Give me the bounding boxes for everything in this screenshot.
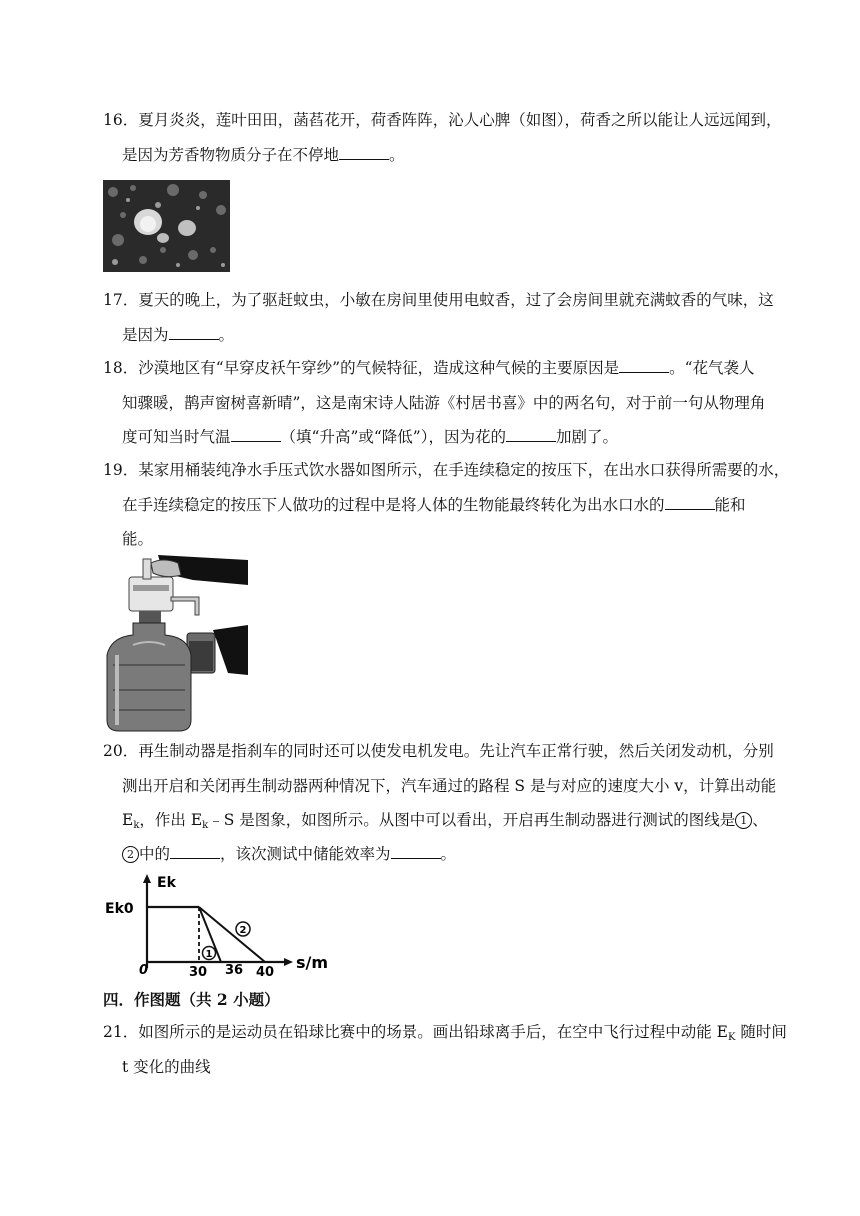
section-4-title: 四．作图题（共 2 小题） [103,990,280,1009]
y-axis-label: Ek [157,875,176,891]
q21-number: 21． [103,1023,139,1041]
q20-line1: 20．再生制动器是指刹车的同时还可以使发电机发电。先让汽车正常行驶，然后关闭发动机，分别 [103,742,774,760]
lotus-photo [103,180,230,272]
answer-blank[interactable] [169,325,219,340]
q20-number: 20． [103,742,139,760]
x-axis-label: s/m [296,953,329,972]
origin-label: 0 [139,963,149,978]
y-tick-ek0: Ek0 [105,901,134,917]
q19-line3: 能。 [122,530,154,548]
q17-line2: 是因为 。 [122,326,235,344]
answer-blank[interactable] [391,844,441,859]
answer-blank[interactable] [665,495,715,510]
answer-blank[interactable] [339,145,389,160]
q19-line2: 在手连续稳定的按压下人做功的过程中是将人体的生物能最终转化为出水口水的 能和 [122,496,746,514]
ek-s-graph [103,870,343,980]
q19-number: 19． [103,461,139,479]
answer-blank[interactable] [619,358,669,373]
answer-blank[interactable] [231,427,281,442]
q20-line3: $E_k$，作出 $E_k﹣S$ 是图象，如图所示。从图中可以看出，开启再生制动器进行测试的图线是 1 、 [122,811,768,831]
answer-blank[interactable] [506,427,556,442]
q17-line1: 17．夏天的晚上，为了驱赶蚊虫，小敏在房间里使用电蚊香，过了会房间里就充满蚊香的气味，这 [103,291,774,309]
curve-1-label: 1 [205,949,213,960]
q16-number: 16． [103,111,139,129]
q19-line1: 19．某家用桶装纯净水手压式饮水器如图所示，在手连续稳定的按压下，在出水口获得所需要的水， [103,461,790,479]
q16-line1: 16．夏月炎炎，莲叶田田，菡萏花开，荷香阵阵，沁人心脾（如图），荷香之所以能让人远远闻到， [103,111,782,129]
x-tick-40: 40 [256,965,275,980]
answer-blank[interactable] [170,844,220,859]
x-tick-36: 36 [225,963,244,978]
circled-number-1: 1 [735,812,752,829]
q18-line2: 知骤暖，鹊声窗树喜新晴”，这是南宋诗人陆游《村居书喜》中的两名句，对于前一句从物理角 [122,394,766,412]
q21-line2: t 变化的曲线 [122,1058,211,1076]
q16-line2: 是因为芳香物物质分子在不停地 。 [122,146,405,164]
q20-line4: 2 中的 ，该次测试中储能效率为 。 [122,844,456,864]
q18-number: 18． [103,359,139,377]
q20-line2: 测出开启和关闭再生制动器两种情况下，汽车通过的路程 S 是与对应的速度大小 v，计算出动能 [122,777,777,795]
circled-number-2: 2 [122,846,139,863]
q18-line3: 度可知当时气温 （填“升高”或“降低”），因为花的 加剧了。 [122,428,618,446]
q18-line1: 18．沙漠地区有“早穿皮袄午穿纱”的气候特征，造成这种气候的主要原因是 。“花气袭人 [103,359,755,377]
x-tick-30: 30 [189,965,208,980]
curve-2-label: 2 [239,925,247,936]
water-dispenser-photo [103,555,248,733]
q21-line1: 21．如图所示的是运动员在铅球比赛中的场景。画出铅球离手后，在空中飞行过程中动能 $E_K$ 随时间 [103,1023,787,1043]
q17-number: 17． [103,291,139,309]
